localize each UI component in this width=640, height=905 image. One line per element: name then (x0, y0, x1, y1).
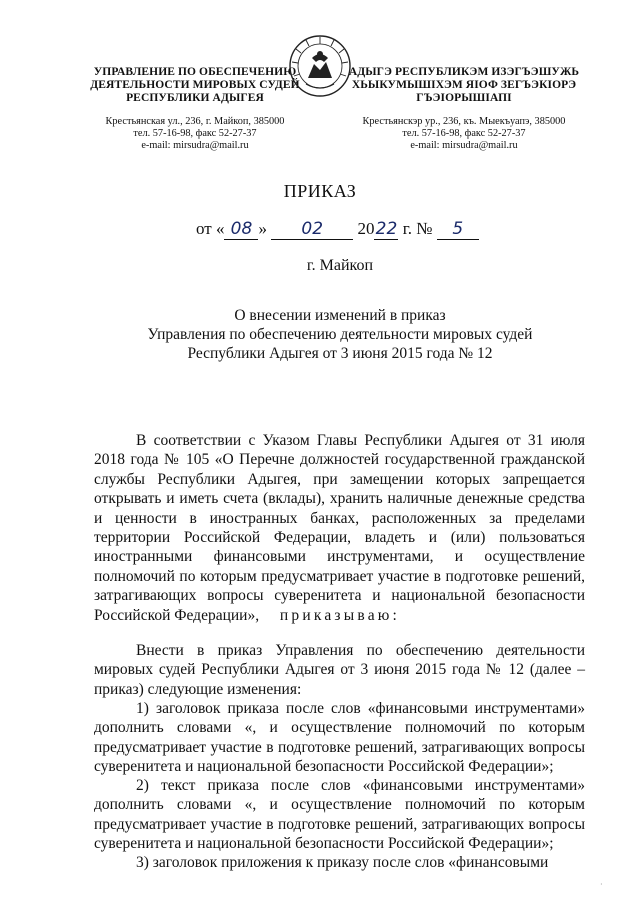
item-3: 3) заголовок приложения к приказу после слов «финансовыми (136, 854, 549, 871)
order-number: 5 (437, 219, 479, 240)
subject (100, 306, 580, 363)
address: Крестьянскэр ур., 236, къ. Мыекъуапэ, 385000 (362, 116, 566, 127)
phone: тел. 57-16-98, факс 52-27-37 (402, 128, 526, 140)
org-name-ru (80, 66, 310, 105)
org-line: ХЬЫКУМЫШІХЭМ ЯІОФ ЗЕГЪЭКІОРЭ (351, 79, 577, 91)
email: e-mail: mirsudra@mail.ru (141, 140, 249, 152)
header-left (80, 66, 310, 153)
year-suffix: 22 (375, 219, 398, 239)
item-2: 2) текст приказа после слов «финансовыми инструментами» дополнить словами «, и осуществление полномочий по которым предусматривает участие в подготовке решений, затрагивающих вопросы суверенитета и национальной безопасности Российской Федерации»; (94, 777, 585, 853)
date-after-day: » (258, 219, 267, 238)
document-title: ПРИКАЗ (283, 181, 357, 201)
org-line: ДЕЯТЕЛЬНОСТИ МИРОВЫХ СУДЕЙ (90, 79, 300, 91)
year-unit: г. (402, 219, 413, 238)
date-line (196, 219, 479, 240)
email: e-mail: mirsudra@mail.ru (410, 140, 518, 152)
org-line: ГЪЭІОРЫШІАПІ (416, 92, 512, 104)
contacts-ady (340, 116, 588, 153)
preamble-paragraph: В соответствии с Указом Главы Республики Адыгея от 31 июля 2018 года № 105 «О Перечне должностей государственной гражданской службы Республики Адыгея, при замещении которых запрещается открывать и иметь счета (вклады), хранить наличные денежные средства и ценности в иностранных банках, расположенных за пределами территории Российской Федерации, владеть и (или) пользоваться иностранными финансовыми инструментами, и осуществление полномочий по которым предусматривает участие в подготовке решений, затрагивающих вопросы суверенитета и национальной безопасности Российской Федерации», (94, 432, 585, 624)
address: Крестьянская ул., 236, г. Майкоп, 385000 (105, 116, 285, 127)
subject-line: О внесении изменений в приказ (234, 307, 446, 324)
city: г. Майкоп (306, 257, 374, 274)
org-name-ady (340, 66, 588, 105)
org-line: УПРАВЛЕНИЕ ПО ОБЕСПЕЧЕНИЮ (93, 66, 297, 78)
subject-line: Республики Адыгея от 3 июня 2015 года № 12 (187, 345, 493, 362)
date-prefix: от « (196, 219, 225, 238)
date-day: 08 (224, 219, 258, 240)
year-prefix: 20 (357, 219, 375, 238)
order-word: приказываю: (279, 607, 401, 624)
subject-line: Управления по обеспечению деятельности мировых судей (147, 326, 533, 343)
date-month: 02 (271, 219, 353, 240)
org-line: АДЫГЭ РЕСПУБЛИКЭМ ИЗЭГЪЭШУЖЬ (348, 66, 580, 78)
page-mark: · (600, 880, 603, 889)
number-sign: № (416, 219, 433, 238)
org-line: РЕСПУБЛИКИ АДЫГЕЯ (126, 92, 264, 104)
phone: тел. 57-16-98, факс 52-27-37 (133, 128, 257, 140)
item-1: 1) заголовок приказа после слов «финансовыми инструментами» дополнить словами «, и осуществление полномочий по которым предусматривает участие в подготовке решений, затрагивающих вопросы суверенитета и национальной безопасности Российской Федерации»; (94, 700, 585, 776)
contacts-ru (80, 116, 310, 153)
intro-paragraph: Внести в приказ Управления по обеспечению деятельности мировых судей Республики Адыгея от 3 июня 2015 года № 12 (далее – приказ) следующие изменения: (94, 642, 585, 698)
header-right (340, 66, 588, 153)
